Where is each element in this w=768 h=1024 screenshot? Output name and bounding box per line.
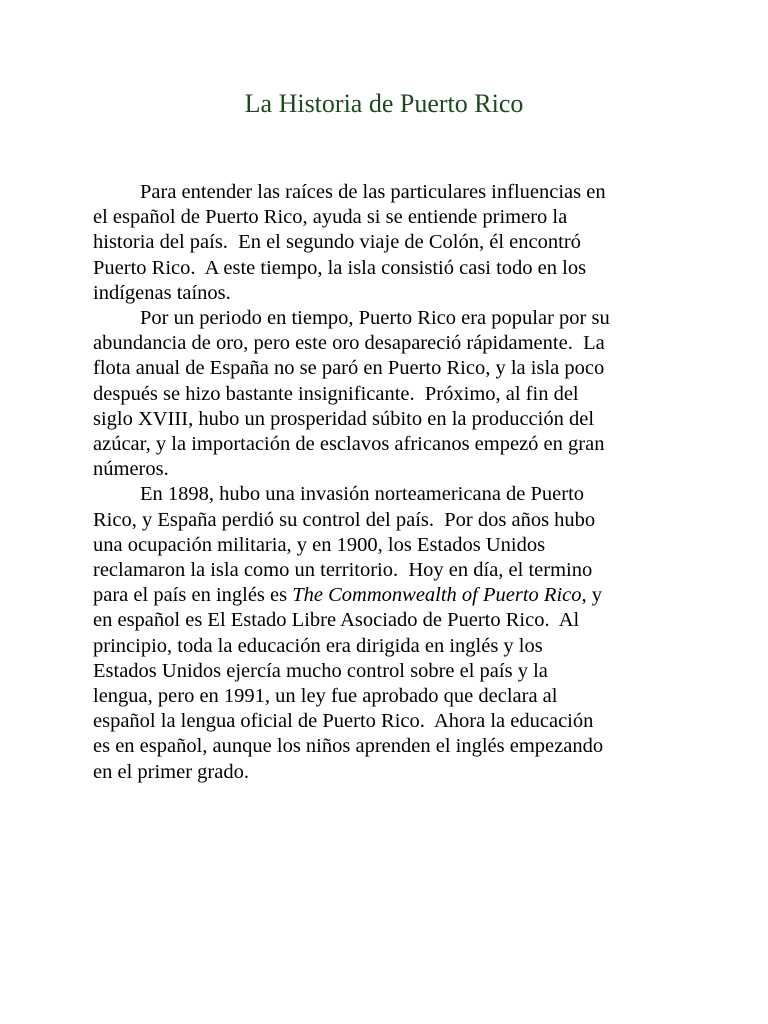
text-line: historia del país. En el segundo viaje de Colón, él encontró <box>93 231 581 254</box>
text-line: Puerto Rico. A este tiempo, la isla consistió casi todo en los <box>93 256 587 279</box>
text-line: azúcar, y la importación de esclavos africanos empezó en gran <box>93 433 605 456</box>
text-line: después se hizo bastante insignificante. Próximo, al fin del <box>93 382 579 405</box>
text-line: principio, toda la educación era dirigida en inglés y los <box>93 634 543 657</box>
text-line: Por un periodo en tiempo, Puerto Rico era popular por su <box>140 307 610 330</box>
text-line: lengua, pero en 1991, un ley fue aprobado que declara al <box>93 685 558 708</box>
text-line: flota anual de España no se paró en Puerto Rico, y la isla poco <box>93 357 605 380</box>
text-run: para el país en inglés es <box>93 584 293 607</box>
text-line: siglo XVIII, hubo un prosperidad súbito en la producción del <box>93 407 595 430</box>
text-line-mixed <box>93 583 693 608</box>
text-line: el español de Puerto Rico, ayuda si se entiende primero la <box>93 206 568 229</box>
text-line: en el primer grado. <box>93 760 249 783</box>
paragraph-2 <box>93 306 693 482</box>
text-run: , y <box>581 584 602 607</box>
text-line: Estados Unidos ejercía mucho control sobre el país y la <box>93 659 548 682</box>
text-line: indígenas taínos. <box>93 281 231 304</box>
text-line: Rico, y España perdió su control del país. Por dos años hubo <box>93 508 596 531</box>
text-line: números. <box>93 458 169 481</box>
text-line: abundancia de oro, pero este oro desapareció rápidamente. La <box>93 332 605 355</box>
text-line: En 1898, hubo una invasión norteamericana de Puerto <box>140 483 585 506</box>
text-line: una ocupación militaria, y en 1900, los Estados Unidos <box>93 533 546 556</box>
page-title: La Historia de Puerto Rico <box>244 89 524 118</box>
italic-title-run: The Commonwealth of Puerto Rico <box>292 584 582 607</box>
paragraph-3 <box>93 482 693 784</box>
text-line: reclamaron la isla como un territorio. Hoy en día, el termino <box>93 559 593 582</box>
text-line: es en español, aunque los niños aprenden el inglés empezando <box>93 735 604 758</box>
paragraph-1 <box>93 180 693 306</box>
text-line: español la lengua oficial de Puerto Rico. Ahora la educación <box>93 710 594 733</box>
text-line: en español es El Estado Libre Asociado de Puerto Rico. Al <box>93 609 580 632</box>
text-line: Para entender las raíces de las particulares influencias en <box>140 181 606 203</box>
document-body <box>93 180 693 785</box>
